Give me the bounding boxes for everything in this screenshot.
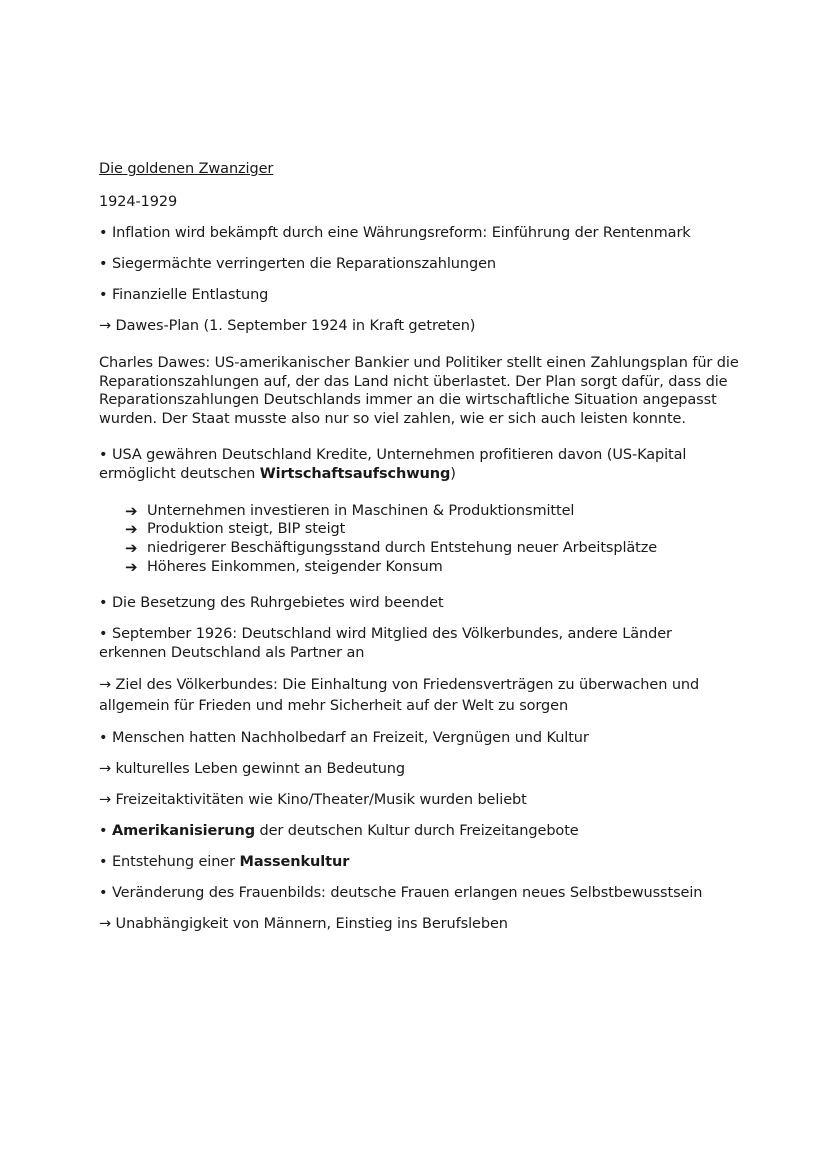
americanization-suffix: der deutschen Kultur durch Freizeitangebote	[255, 822, 579, 839]
list-item	[125, 539, 739, 558]
list-item-text: Höheres Einkommen, steigender Konsum	[147, 558, 443, 575]
americanization-bold: Amerikanisierung	[111, 822, 255, 839]
dawes-paragraph: Charles Dawes: US-amerikanischer Bankier und Politiker stellt einen Zahlungsplan für die Reparationszahlungen auf, der das Land nicht überlastet. Der Plan sorgt dafür, dass die Reparationszahlungen Deutschlands immer an die wirtschaftliche Situation angepasst wurden. Der Staat musste also nur so viel zahlen, wie er sich auch leisten konnte.	[99, 355, 739, 427]
list-item	[125, 520, 739, 539]
list-item-text: niedrigerer Beschäftigungsstand durch Entstehung neuer Arbeitsplätze	[147, 540, 658, 557]
arrow-icon: ➔	[125, 520, 138, 539]
bullet-financial-relief: • Finanzielle Entlastung	[99, 287, 269, 303]
usa-credit-text: • USA gewähren Deutschland Kredite, Unternehmen profitieren davon (US-Kapital ermöglicht deutschen	[99, 447, 687, 482]
document-page	[99, 160, 739, 946]
list-item-text: Unternehmen investieren in Maschinen & Produktionsmittel	[147, 502, 575, 519]
bullet-reparations: • Siegermächte verringerten die Reparationszahlungen	[99, 256, 496, 272]
bullet-americanization	[99, 822, 739, 841]
bullet-inflation: • Inflation wird bekämpft durch eine Währungsreform: Einführung der Rentenmark	[99, 225, 691, 241]
list-item-text: Produktion steigt, BIP steigt	[147, 521, 346, 538]
americanization-prefix: •	[99, 822, 112, 839]
arrow-dawes-plan: → Dawes-Plan (1. September 1924 in Kraft getreten)	[99, 318, 476, 334]
bullet-mass-culture	[99, 853, 739, 872]
arrow-leisure: → Freizeitaktivitäten wie Kino/Theater/Musik wurden beliebt	[99, 791, 527, 808]
list-item	[125, 502, 739, 521]
period-years: 1924-1929	[99, 194, 178, 210]
arrow-cultural-life: → kulturelles Leben gewinnt an Bedeutung	[99, 760, 406, 777]
usa-credit-suffix: )	[450, 465, 456, 482]
arrow-voelkerbund-goal: → Ziel des Völkerbundes: Die Einhaltung von Friedensverträgen zu überwachen und allgemein für Frieden und mehr Sicherheit auf der Welt zu sorgen	[99, 676, 700, 714]
usa-credit-bold: Wirtschaftsaufschwung	[259, 465, 451, 482]
bullet-women: • Veränderung des Frauenbilds: deutsche Frauen erlangen neues Selbstbewusstsein	[99, 884, 703, 901]
bullet-voelkerbund: • September 1926: Deutschland wird Mitglied des Völkerbundes, andere Länder erkennen Deutschland als Partner an	[99, 625, 672, 661]
arrow-icon: ➔	[125, 557, 138, 576]
document-title: Die goldenen Zwanziger	[99, 161, 274, 177]
bullet-ruhr: • Die Besetzung des Ruhrgebietes wird beendet	[99, 594, 444, 611]
arrow-icon: ➔	[125, 501, 138, 520]
arrow-list	[99, 502, 739, 577]
arrow-women-independence: → Unabhängigkeit von Männern, Einstieg ins Berufsleben	[99, 915, 508, 932]
mass-culture-prefix: • Entstehung einer	[99, 853, 240, 870]
bullet-culture-demand: • Menschen hatten Nachholbedarf an Freizeit, Vergnügen und Kultur	[99, 729, 589, 746]
list-item	[125, 558, 739, 577]
mass-culture-bold: Massenkultur	[239, 853, 350, 870]
arrow-icon: ➔	[125, 539, 138, 558]
bullet-usa-credit	[99, 446, 739, 483]
